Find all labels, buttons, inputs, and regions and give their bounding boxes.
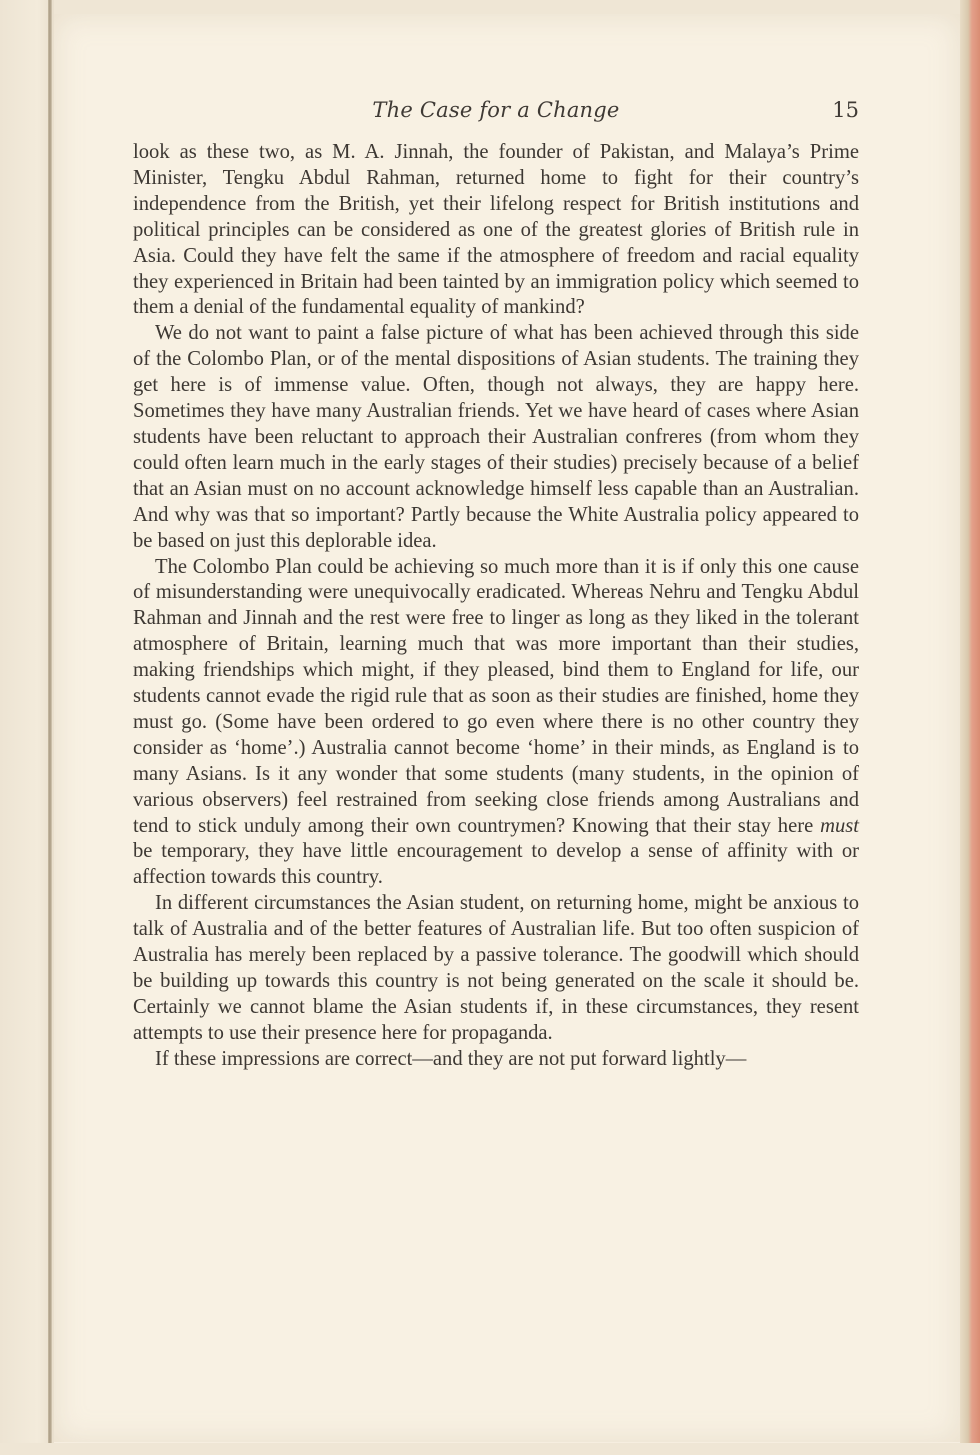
- paragraph-5: If these impressions are correct—and they are not put forward lightly—: [155, 1047, 747, 1070]
- body-text: [133, 140, 859, 1073]
- emphasis-must: must: [820, 814, 859, 837]
- page-number: 15: [832, 98, 859, 122]
- paragraph-3-text-b: be temporary, they have little encouragement to develop a sense of affinity with or affection towards this country.: [133, 840, 859, 889]
- running-title: The Case for a Change: [372, 98, 620, 122]
- facing-page-edge: [0, 0, 54, 1455]
- scan-top-margin: [0, 0, 980, 14]
- paragraph-2: We do not want to paint a false picture of what has been achieved through this side of the Colombo Plan, or of the mental dispositions of Asian students. The training they get here is of immense value. Often, though not always, they are happy here. Sometimes they have many Australian friends. Yet we have heard of cases where Asian students have been reluctant to approach their Australian confreres (from whom they could often learn much in the early stages of their studies) precisely because of a belief that an Asian must on no account acknowledge himself less capable than an Australian. And why was that so important? Partly because the White Australia policy appeared to be based on just this deplorable idea.: [133, 322, 859, 552]
- scan-bottom-margin: [0, 1443, 980, 1455]
- page-edge-right: [960, 0, 980, 1455]
- book-gutter: [48, 0, 52, 1455]
- paragraph-4: In different circumstances the Asian student, on returning home, might be anxious to talk of Australia and of the better features of Australian life. But too often suspicion of Australia has merely been replaced by a passive tolerance. The goodwill which should be building up towards this country is not being generated on the scale it should be. Certainly we cannot blame the Asian students if, in these circumstances, they resent attempts to use their presence here for propaganda.: [133, 892, 859, 1044]
- paragraph-1: look as these two, as M. A. Jinnah, the founder of Pakistan, and Malaya’s Prime Minister, Tengku Abdul Rahman, returned home to fight for their country’s independence from the British, yet their lifelong respect for British institutions and political principles can be considered as one of the greatest glories of British rule in Asia. Could they have felt the same if the atmosphere of freedom and racial equality they experienced in Britain had been tainted by an immigration policy which seemed to them a denial of the fundamental equality of mankind?: [133, 141, 859, 319]
- paragraph-3: [133, 555, 859, 892]
- paragraph-3-text-a: The Colombo Plan could be achieving so much more than it is if only this one cause of misunderstanding were unequivocally eradicated. Whereas Nehru and Tengku Abdul Rahman and Jinnah and the rest were free to linger as long as they liked in the tolerant atmosphere of Britain, learning much that was more important than their studies, making friendships which might, if they pleased, bind them to England for life, our students cannot evade the rigid rule that as soon as their studies are finished, home they must go. (Some have been ordered to go even where there is no other country they consider as ‘home’.) Australia cannot become ‘home’ in their minds, as England is to many Asians. Is it any wonder that some students (many students, in the opinion of various observers) feel restrained from seeking close friends among Australians and tend to stick unduly among their own countrymen? Knowing that their stay here: [133, 555, 859, 837]
- running-header: [133, 98, 859, 130]
